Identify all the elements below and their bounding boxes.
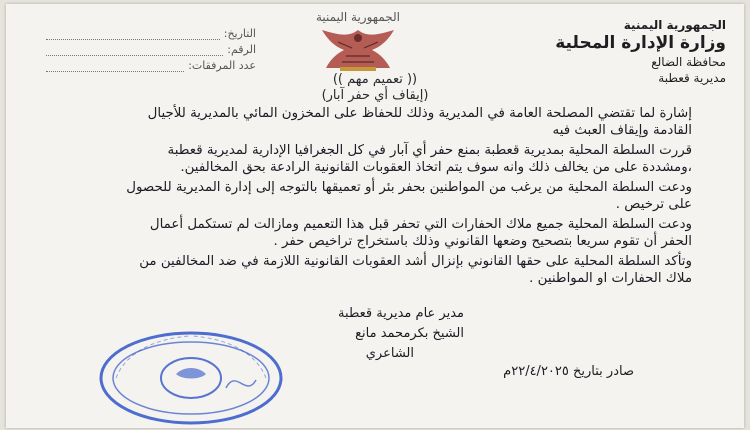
meta-ref: الرقم:: [46, 40, 256, 56]
meta-attachments: عدد المرفقات:: [46, 56, 256, 72]
document-page: [6, 4, 744, 428]
governorate-name: محافظة الضالع: [651, 55, 726, 69]
issue-date: صادر بتاريخ ٢٢/٤/٢٠٢٥م: [503, 364, 634, 379]
document-meta: [46, 24, 256, 72]
republic-name: الجمهورية اليمنية: [623, 18, 726, 32]
circular-body: [122, 106, 692, 291]
eagle-icon: [278, 24, 438, 74]
signatory-name: الشيخ بكرمحمد مانع: [355, 326, 464, 341]
paragraph: إشارة لما تقتضي المصلحة العامة في المديرية وذلك للحفاظ على المخزون المائي بالمديرية للأجيال القادمة وإيقاف العبث فيه: [147, 106, 692, 138]
ministry-name: وزارة الإدارة المحلية: [555, 33, 726, 53]
paragraph: وتأكد السلطة المحلية على حقها القانوني بإنزال أشد العقوبات القانونية اللازمة في ضد المخالفين من ملاك الحفارات او المواطنين .: [139, 254, 692, 286]
official-stamp-icon: [96, 328, 286, 428]
circular-title: (( تعميم مهم )): [332, 72, 418, 87]
district-name: مديرية قعطبة: [658, 71, 726, 85]
signatory-title: مدير عام مديرية قعطبة: [338, 306, 464, 321]
paragraph: ودعت السلطة المحلية جميع ملاك الحفارات التي تحفر قبل هذا التعميم ومازالت لم تستكمل أعمال الحفر أن تقوم سريعا بتصحيح وضعها القانوني وذلك باستخراج تراخيص حفر .: [149, 217, 692, 249]
emblem-caption: الجمهورية اليمنية: [315, 10, 400, 24]
meta-date: التاريخ:: [46, 24, 256, 40]
paragraph: ودعت السلطة المحلية من يرغب من المواطنين بحفر بئر أو تعميقها بالتوجه إلى إدارة المديرية للحصول على ترخيص .: [126, 180, 692, 212]
signatory-surname: الشاعري: [365, 346, 414, 361]
eagle-emblem: [278, 10, 438, 78]
circular-subject: (إيقاف أي حفر آبار): [321, 88, 429, 103]
paragraph: قررت السلطة المحلية بمديرية قعطبة بمنع حفر أي آبار في كل الجغرافيا الإدارية لمديرية قعطبة ،ومشددة على من يخالف ذلك وانه سوف يتم اتخاذ العقوبات القانونية الرادعة بحق المخالفين.: [167, 143, 692, 175]
